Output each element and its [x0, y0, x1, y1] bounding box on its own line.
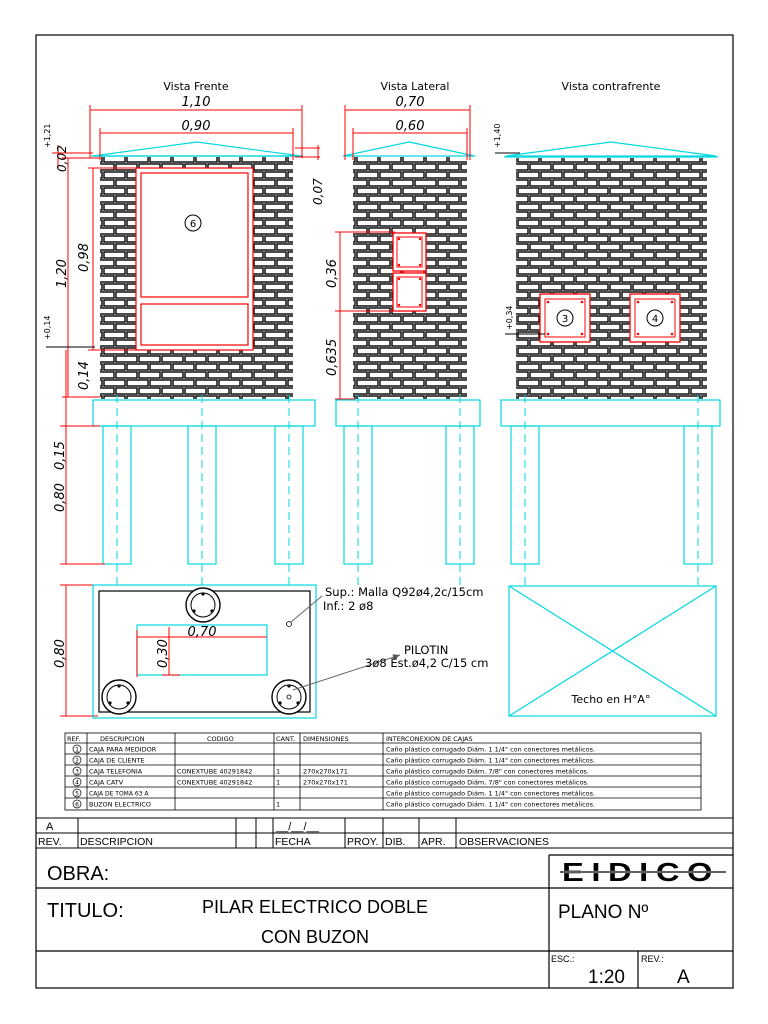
svg-text:BUZON ELECTRICO: BUZON ELECTRICO — [89, 800, 152, 809]
back-view — [504, 142, 718, 399]
dim-side-036: 0,36 — [325, 259, 340, 288]
leader-mesh — [291, 596, 322, 622]
rev-value: A — [677, 967, 690, 988]
proy-header: PROY. — [347, 836, 379, 848]
svg-text:Caño plástico corrugado Diám.: Caño plástico corrugado Diám. 1 1/4" con conectores metálicos. — [386, 756, 596, 765]
table-cell-inter: Caño plástico corrugado Diám. 1 1/4" con conectores metálicos. — [386, 745, 596, 754]
eidico-logo — [558, 857, 726, 887]
svg-text:6: 6 — [75, 801, 79, 809]
svg-text:Caño plástico corrugado Diám.: Caño plástico corrugado Diám. 1 1/4" con conectores metálicos. — [386, 800, 596, 809]
side-cap — [343, 142, 475, 156]
titulo-line-2: CON BUZON — [261, 927, 369, 947]
svg-text:4: 4 — [75, 779, 79, 787]
svg-text:CAJA DE TOMA 63 A: CAJA DE TOMA 63 A — [89, 790, 149, 798]
svg-text:CAJA TELEFONIA: CAJA TELEFONIA — [89, 767, 143, 776]
box-3-number: 3 — [561, 314, 569, 325]
rev-label: REV.: — [641, 954, 664, 964]
dim-side-outer-width: 0,70 — [395, 95, 425, 110]
svg-text:DIMENSIONES: DIMENSIONES — [303, 735, 349, 743]
mesh-sup-label: Sup.: Malla Q92ø4,2c/15cm — [325, 585, 484, 599]
dim-found-015: 0,15 — [53, 441, 68, 470]
roof-label: Techo en H°A° — [571, 693, 651, 706]
dim-side-0635: 0,635 — [325, 338, 340, 376]
esc-label: ESC.: — [551, 954, 575, 964]
revision-date-blank: __/__/__ — [276, 821, 319, 833]
desc-header: DESCRIPCION — [80, 836, 153, 848]
svg-text:Caño plástico corrugado Diám.: Caño plástico corrugado Diám. 7/8" con conectores metálicos. — [386, 778, 589, 787]
dim-plan-030: 0,30 — [156, 639, 171, 668]
svg-text:1: 1 — [276, 800, 281, 809]
view-title-front: Vista Frente — [163, 80, 229, 93]
dim-height-098: 0,98 — [77, 243, 92, 272]
svg-text:DESCRIPCION: DESCRIPCION — [100, 735, 145, 743]
back-brick-wall — [516, 158, 707, 399]
revision-value: A — [46, 821, 54, 833]
svg-text:CAJA CATV: CAJA CATV — [89, 778, 124, 787]
dim-plus-014: +0,14 — [43, 315, 52, 340]
side-view — [343, 142, 475, 399]
reference-table — [65, 733, 701, 810]
svg-text:CODIGO: CODIGO — [207, 735, 234, 743]
front-view — [91, 142, 303, 399]
front-buzon-upper — [141, 173, 248, 297]
dim-plan-070: 0,70 — [187, 625, 217, 640]
front-cap — [93, 142, 301, 156]
svg-text:EIDICO: EIDICO — [562, 857, 720, 887]
table-cell-desc: CAJA PARA MEDIDOR — [89, 745, 157, 754]
dim-top-140: +1,40 — [493, 123, 502, 148]
titulo-line-1: PILAR ELECTRICO DOBLE — [201, 897, 429, 917]
svg-text:Caño plástico corrugado Diám.: Caño plástico corrugado Diám. 7/8" con conectores metálicos. — [386, 767, 589, 776]
pile-centerlines — [117, 395, 698, 590]
svg-text:2: 2 — [75, 757, 79, 765]
mesh-inf-label: Inf.: 2 ø8 — [323, 599, 374, 613]
dim-plan-080: 0,80 — [53, 639, 68, 668]
dim-side-007: 0,07 — [311, 178, 325, 205]
svg-text:270x270x171: 270x270x171 — [303, 767, 348, 776]
view-title-side: Vista Lateral — [380, 80, 450, 93]
svg-text:REF.: REF. — [67, 735, 81, 743]
front-buzon-lower — [141, 304, 248, 345]
svg-text:5: 5 — [75, 790, 79, 798]
svg-text:CONEXTUBE 40291842: CONEXTUBE 40291842 — [177, 778, 253, 787]
dim-front-outer-width: 1,10 — [181, 95, 211, 110]
table-headers — [67, 735, 473, 743]
dim-found-080: 0,80 — [53, 483, 68, 512]
titulo-label: TITULO: — [47, 900, 124, 922]
plan-view — [93, 585, 316, 718]
pilotin-spec: 3ø8 Est.ø4,2 C/15 cm — [365, 656, 489, 670]
apr-header: APR. — [421, 836, 446, 848]
plano-label: PLANO Nº — [558, 902, 649, 923]
svg-text:CONEXTUBE 40291842: CONEXTUBE 40291842 — [177, 767, 253, 776]
obra-label: OBRA: — [47, 863, 110, 885]
svg-text:CAJA DE CLIENTE: CAJA DE CLIENTE — [89, 756, 145, 765]
table-cell-ref: 1 — [75, 746, 79, 754]
view-title-back: Vista contrafrente — [561, 80, 661, 93]
svg-text:Caño plástico corrugado Diám.: Caño plástico corrugado Diám. 1 1/4" con conectores metálicos. — [386, 789, 596, 798]
dim-cap-002: 0,02 — [55, 145, 69, 172]
svg-text:INTERCONEXION DE CAJAS: INTERCONEXION DE CAJAS — [386, 735, 473, 743]
svg-text:1: 1 — [276, 767, 281, 776]
pilotin-title: PILOTIN — [404, 643, 449, 657]
obs-header: OBSERVACIONES — [459, 836, 550, 848]
dim-top-121: +1,21 — [43, 123, 52, 148]
dim-base-014: 0,14 — [77, 361, 92, 390]
dim-back-034: +0,34 — [505, 305, 514, 330]
back-cap — [506, 142, 716, 156]
svg-text:CANT.: CANT. — [276, 735, 296, 743]
box-4-number: 4 — [651, 314, 659, 325]
svg-text:270x270x171: 270x270x171 — [303, 778, 348, 787]
rev-header: REV. — [38, 836, 62, 848]
svg-text:1: 1 — [276, 778, 281, 787]
dib-header: DIB. — [385, 836, 406, 848]
foundations — [93, 400, 720, 564]
box-6-number: 6 — [189, 219, 197, 230]
svg-text:3: 3 — [75, 768, 79, 776]
dim-height-120: 1,20 — [55, 259, 70, 288]
dim-side-inner-width: 0,60 — [395, 119, 425, 134]
dim-front-inner-width: 0,90 — [181, 119, 211, 134]
esc-value: 1:20 — [588, 967, 625, 988]
date-header: FECHA — [275, 836, 311, 848]
table-rows — [73, 745, 595, 809]
